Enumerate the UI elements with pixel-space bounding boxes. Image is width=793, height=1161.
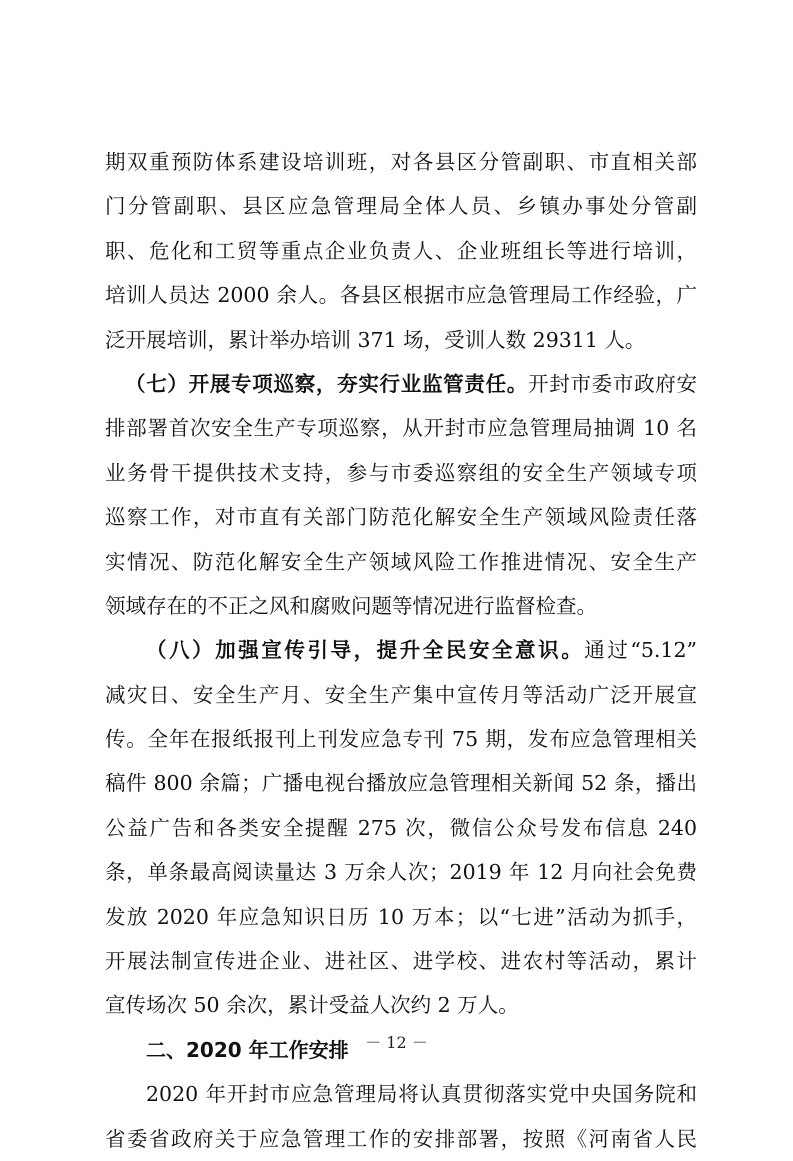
text-line: 传。全年在报纸报刊上刊发应急专刊 75 期，发布应急管理相关 (105, 727, 697, 752)
section-8-line (105, 628, 697, 672)
text-line: 稿件 800 余篇；广播电视台播放应急管理相关新闻 52 条，播出 (105, 771, 697, 796)
text-line: 条，单条最高阅读量达 3 万余人次；2019 年 12 月向社会免费 (105, 860, 697, 885)
section-8-text: 通过“5.12” (584, 638, 697, 663)
text-line: 排部署首次安全生产专项巡察，从开封市应急管理局抽调 10 名 (105, 416, 697, 441)
text-line: 门分管副职、县区应急管理局全体人员、乡镇办事处分管副 (105, 194, 697, 219)
text-line: 巡察工作，对市直有关部门防范化解安全生产领域风险责任落 (105, 505, 697, 530)
text-line: 2020 年开封市应急管理局将认真贯彻落实党中央国务院和 (146, 1082, 697, 1107)
text-line: 领域存在的不正之风和腐败问题等情况进行监督检查。 (105, 593, 597, 618)
text-line: 期双重预防体系建设培训班，对各县区分管副职、市直相关部 (105, 150, 697, 174)
document-body (105, 140, 697, 1161)
section-8-heading: （八）加强宣传引导，提升全民安全意识。 (146, 638, 585, 663)
text-line: 发放 2020 年应急知识日历 10 万本；以“七进”活动为抓手， (105, 904, 697, 929)
text-line: 省委省政府关于应急管理工作的安排部署，按照《河南省人民 (105, 1126, 697, 1151)
text-line: 泛开展培训，累计举办培训 371 场，受训人数 29311 人。 (105, 327, 646, 352)
section-7-heading: （七）开展专项巡察，夯实行业监管责任。 (125, 371, 529, 396)
text-line: 公益广告和各类安全提醒 275 次，微信公众号发布信息 240 (105, 815, 697, 840)
section-7-line (105, 362, 697, 406)
text-line: 宣传场次 50 余次，累计受益人次约 2 万人。 (105, 993, 519, 1018)
page-number: － 12 － (365, 1033, 428, 1052)
text-line: 业务骨干提供技术支持，参与市委巡察组的安全生产领域专项 (105, 460, 697, 485)
text-line: 开展法制宣传进企业、进社区、进学校、进农村等活动，累计 (105, 949, 697, 974)
text-line: 实情况、防范化解安全生产领域风险工作推进情况、安全生产 (105, 549, 697, 574)
section-7-text: 开封市委市政府安 (528, 371, 697, 396)
section-heading-2020-plan: 二、2020 年工作安排 (146, 1037, 349, 1062)
text-line: 培训人员达 2000 余人。各县区根据市应急管理局工作经验，广 (105, 283, 697, 308)
text-line: 职、危化和工贸等重点企业负责人、企业班组长等进行培训， (105, 238, 697, 263)
text-line: 减灾日、安全生产月、安全生产集中宣传月等活动广泛开展宣 (105, 682, 697, 707)
